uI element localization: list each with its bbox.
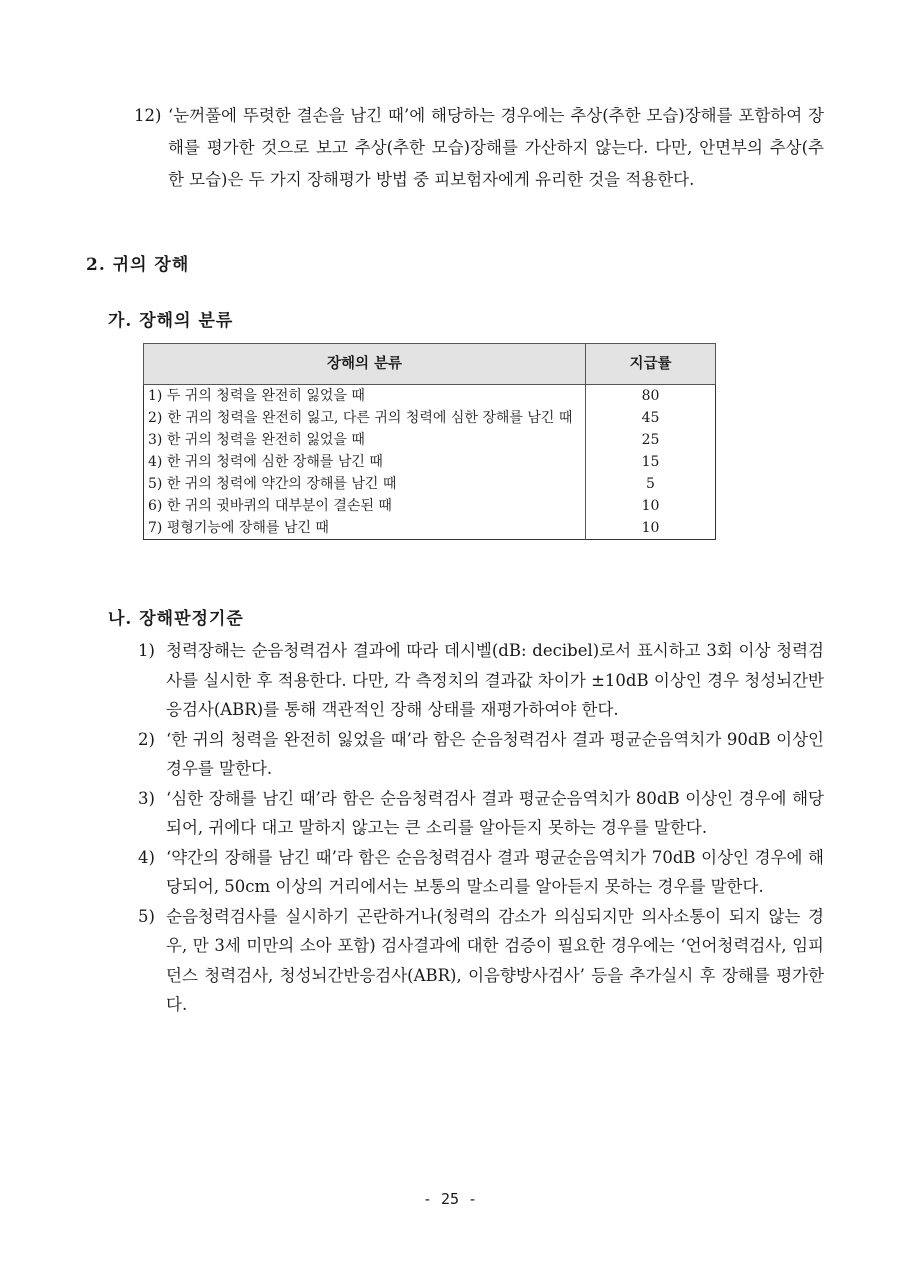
criteria-number: 2) xyxy=(138,729,155,749)
table-row xyxy=(144,407,716,429)
header-payment-rate: 지급률 xyxy=(586,344,716,385)
clause-number: 12) xyxy=(134,106,162,125)
table-header-row xyxy=(144,344,716,385)
row-number: 2) xyxy=(148,410,163,426)
row-description: 한 귀의 청력에 심한 장해를 남긴 때 xyxy=(166,454,383,470)
row-rate: 80 xyxy=(586,385,716,408)
row-rate: 45 xyxy=(586,407,716,429)
criteria-list xyxy=(132,636,824,1020)
criteria-number: 4) xyxy=(138,847,155,867)
row-rate: 10 xyxy=(586,517,716,540)
criteria-item xyxy=(132,902,824,1020)
criteria-text: 순음청력검사를 실시하기 곤란하거나(청력의 감소가 의심되지만 의사소통이 되지 않는 경우, 만 3세 미만의 소아 포함) 검사결과에 대한 검증이 필요한 경우에는 ‘언어청력검사, 임피던스 청력검사, 청성뇌간반응검사(ABR), 이음향방사검사’ 등을 추가실시 후 장해를 평가한다. xyxy=(166,906,824,1014)
row-rate: 5 xyxy=(586,473,716,495)
row-rate: 15 xyxy=(586,451,716,473)
header-classification: 장해의 분류 xyxy=(144,344,586,385)
criteria-number: 1) xyxy=(138,641,155,660)
criteria-item xyxy=(132,843,824,902)
row-rate: 10 xyxy=(586,495,716,517)
table-row xyxy=(144,473,716,495)
row-description: 한 귀의 청력을 완전히 잃었을 때 xyxy=(166,432,365,448)
clause-12 xyxy=(134,100,824,196)
row-number: 7) xyxy=(148,520,163,536)
row-number: 5) xyxy=(148,476,163,492)
row-number: 1) xyxy=(148,388,163,404)
table-row xyxy=(144,385,716,408)
criteria-item xyxy=(132,636,824,725)
criteria-number: 3) xyxy=(138,788,155,808)
criteria-item xyxy=(132,725,824,784)
section-title: 2. 귀의 장해 xyxy=(86,255,190,275)
criteria-text: ‘심한 장해를 남긴 때’라 함은 순음청력검사 결과 평균순음역치가 80dB 이상인 경우에 해당되어, 귀에다 대고 말하지 않고는 큰 소리를 알아듣지 못하는 경우를 말한다. xyxy=(166,788,824,837)
table-row xyxy=(144,429,716,451)
table-row xyxy=(144,517,716,540)
row-description: 한 귀의 귓바퀴의 대부분이 결손된 때 xyxy=(166,498,392,514)
clause-text: ‘눈꺼풀에 뚜렷한 결손을 남긴 때’에 해당하는 경우에는 추상(추한 모습)장해를 포함하여 장해를 평가한 것으로 보고 추상(추한 모습)장해를 가산하지 않는다. 다만, 안면부의 추상(추한 모습)은 두 가지 장해평가 방법 중 피보험자에게 유리한 것을 적용한다. xyxy=(168,106,824,189)
subsection-title-criteria: 나. 장해판정기준 xyxy=(108,609,244,629)
row-description: 한 귀의 청력에 약간의 장해를 남긴 때 xyxy=(166,476,397,492)
criteria-text: ‘약간의 장해를 남긴 때’라 함은 순음청력검사 결과 평균순음역치가 70dB 이상인 경우에 해당되어, 50cm 이상의 거리에서는 보통의 말소리를 알아듣지 못하는 경우를 말한다. xyxy=(166,847,824,896)
table-row xyxy=(144,495,716,517)
criteria-number: 5) xyxy=(138,906,155,926)
subsection-title-classification: 가. 장해의 분류 xyxy=(108,311,234,331)
row-description: 두 귀의 청력을 완전히 잃었을 때 xyxy=(166,388,365,404)
disability-classification-table xyxy=(143,343,716,540)
page-number: - 25 - xyxy=(422,1190,478,1208)
row-number: 4) xyxy=(148,454,163,470)
criteria-item xyxy=(132,784,824,843)
row-number: 6) xyxy=(148,498,163,514)
row-description: 한 귀의 청력을 완전히 잃고, 다른 귀의 청력에 심한 장해를 남긴 때 xyxy=(167,410,573,426)
row-number: 3) xyxy=(148,432,163,448)
table-row xyxy=(144,451,716,473)
row-rate: 25 xyxy=(586,429,716,451)
row-description: 평형기능에 장해를 남긴 때 xyxy=(166,520,329,536)
criteria-text: 청력장해는 순음청력검사 결과에 따라 데시벨(dB: decibel)로서 표시하고 3회 이상 청력검사를 실시한 후 적용한다. 다만, 각 측정치의 결과값 차이가 ±10dB 이상인 경우 청성뇌간반응검사(ABR)를 통해 객관적인 장해 상태를 재평가하여야 한다. xyxy=(166,641,824,719)
criteria-text: ‘한 귀의 청력을 완전히 잃었을 때’라 함은 순음청력검사 결과 평균순음역치가 90dB 이상인 경우를 말한다. xyxy=(166,729,824,778)
